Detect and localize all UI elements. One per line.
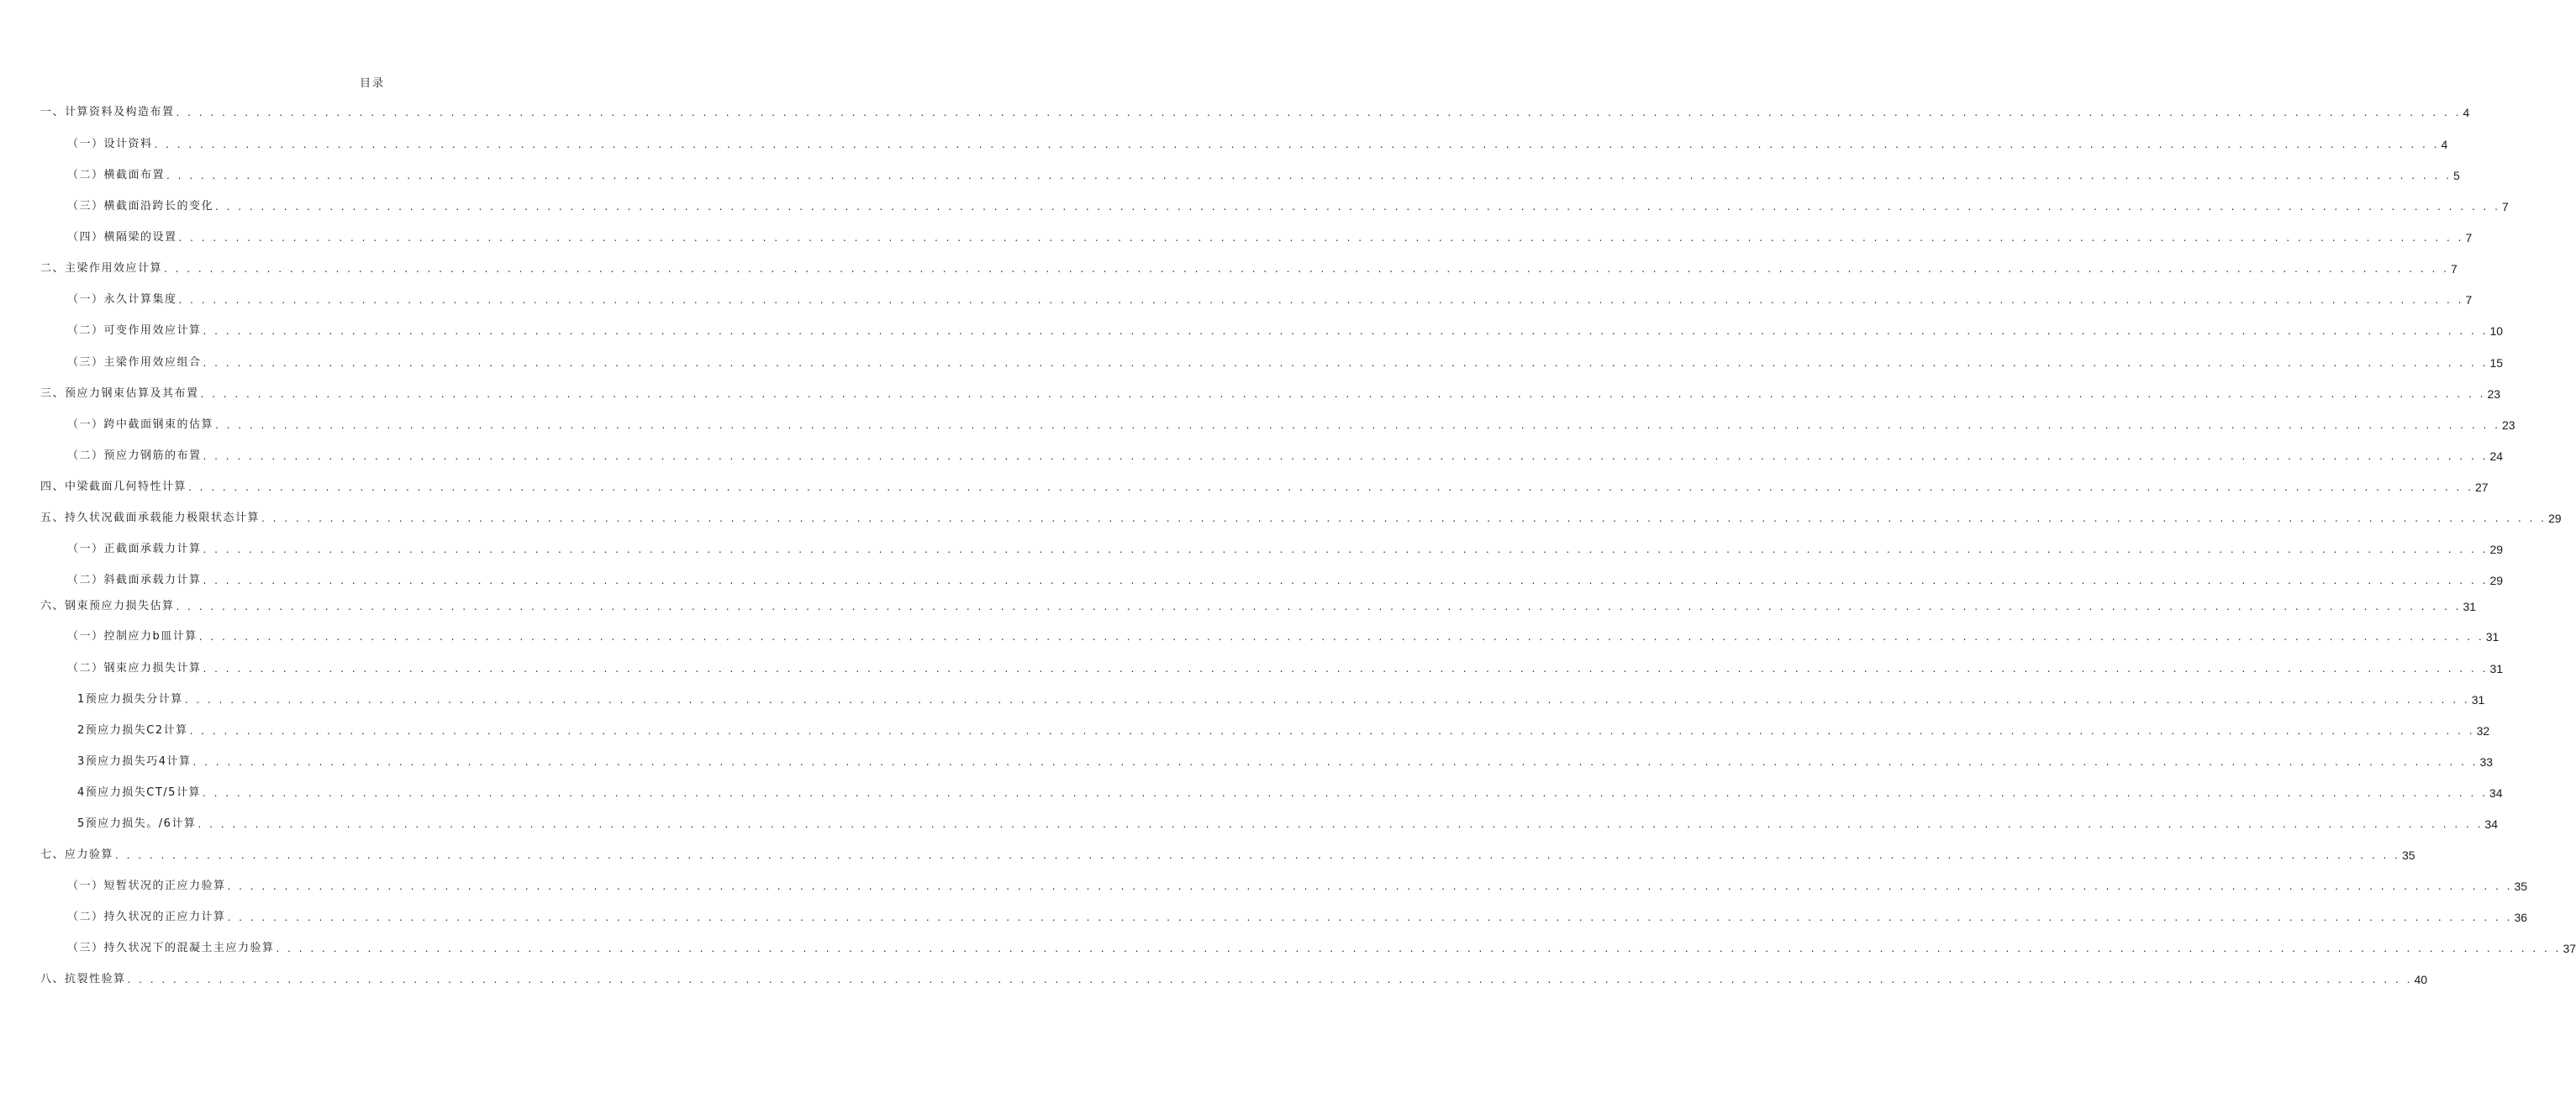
toc-entry[interactable] bbox=[77, 724, 2490, 738]
toc-entry-leader: . . . . . . . . . . . . . . . . . . . . . . . . . . . . . . . . . . . . . . . . . . . . . . . . . . . . . . . . . . . . . . . . . . . . . . . . . . . . . . . . . . . . . . . . . . . . . . . . . . . . . . . . . . . . . . . . . . . . . . . . . . . . . . . . . . . . . . . . . . . . . . . . . . . . . . . . . . . . . . . . . . . . . . . . . . . . . . . . . . . . . . . . . . . . . . . . . . . . . . . . bbox=[227, 880, 2513, 892]
toc-entry-label: 一、计算资料及构造布置 bbox=[40, 106, 175, 118]
toc-entry-page-number: 40 bbox=[2414, 973, 2428, 986]
toc-entry-page-number: 23 bbox=[2487, 387, 2501, 401]
toc-entry-leader: . . . . . . . . . . . . . . . . . . . . . . . . . . . . . . . . . . . . . . . . . . . . . . . . . . . . . . . . . . . . . . . . . . . . . . . . . . . . . . . . . . . . . . . . . . . . . . . . . . . . . . . . . . . . . . . . . . . . . . . . . . . . . . . . . . . . . . . . . . . . . . . . . . . . . . . . . . . . . . . . . . . . . . . . . . . . . . . . . . . . . . . . . . . . . . . . . . . . . . . . bbox=[200, 388, 2486, 400]
toc-entry-leader: . . . . . . . . . . . . . . . . . . . . . . . . . . . . . . . . . . . . . . . . . . . . . . . . . . . . . . . . . . . . . . . . . . . . . . . . . . . . . . . . . . . . . . . . . . . . . . . . . . . . . . . . . . . . . . . . . . . . . . . . . . . . . . . . . . . . . . . . . . . . . . . . . . . . . . . . . . . . . . . . . . . . . . . . . . . . . . . . . . . . . . . . . . . . . . . . . . . . . . . . bbox=[178, 294, 2464, 306]
toc-entry-leader: . . . . . . . . . . . . . . . . . . . . . . . . . . . . . . . . . . . . . . . . . . . . . . . . . . . . . . . . . . . . . . . . . . . . . . . . . . . . . . . . . . . . . . . . . . . . . . . . . . . . . . . . . . . . . . . . . . . . . . . . . . . . . . . . . . . . . . . . . . . . . . . . . . . . . . . . . . . . . . . . . . . . . . . . . . . . . . . . . . . . . . . . . . . . . . . . . . . . . . . . bbox=[276, 943, 2562, 954]
toc-entry-leader: . . . . . . . . . . . . . . . . . . . . . . . . . . . . . . . . . . . . . . . . . . . . . . . . . . . . . . . . . . . . . . . . . . . . . . . . . . . . . . . . . . . . . . . . . . . . . . . . . . . . . . . . . . . . . . . . . . . . . . . . . . . . . . . . . . . . . . . . . . . . . . . . . . . . . . . . . . . . . . . . . . . . . . . . . . . . . . . . . . . . . . . . . . . . . . . . . . . . . . . . bbox=[198, 818, 2484, 830]
toc-entry-leader: . . . . . . . . . . . . . . . . . . . . . . . . . . . . . . . . . . . . . . . . . . . . . . . . . . . . . . . . . . . . . . . . . . . . . . . . . . . . . . . . . . . . . . . . . . . . . . . . . . . . . . . . . . . . . . . . . . . . . . . . . . . . . . . . . . . . . . . . . . . . . . . . . . . . . . . . . . . . . . . . . . . . . . . . . . . . . . . . . . . . . . . . . . . . . . . . . . . . . . . . bbox=[115, 849, 2400, 861]
toc-title: 目录 bbox=[359, 77, 385, 90]
toc-entry-label: （二）可变作用效应计算 bbox=[67, 324, 202, 337]
toc-entry-leader: . . . . . . . . . . . . . . . . . . . . . . . . . . . . . . . . . . . . . . . . . . . . . . . . . . . . . . . . . . . . . . . . . . . . . . . . . . . . . . . . . . . . . . . . . . . . . . . . . . . . . . . . . . . . . . . . . . . . . . . . . . . . . . . . . . . . . . . . . . . . . . . . . . . . . . . . . . . . . . . . . . . . . . . . . . . . . . . . . . . . . . . . . . . . . . . . . . . . . . . . bbox=[227, 912, 2513, 923]
toc-entry-page-number: 37 bbox=[2563, 942, 2576, 955]
toc-entry-label: （一）短暂状况的正应力验算 bbox=[67, 880, 226, 892]
toc-entry-leader: . . . . . . . . . . . . . . . . . . . . . . . . . . . . . . . . . . . . . . . . . . . . . . . . . . . . . . . . . . . . . . . . . . . . . . . . . . . . . . . . . . . . . . . . . . . . . . . . . . . . . . . . . . . . . . . . . . . . . . . . . . . . . . . . . . . . . . . . . . . . . . . . . . . . . . . . . . . . . . . . . . . . . . . . . . . . . . . . . . . . . . . . . . . . . . . . . . . . . . . . bbox=[154, 139, 2440, 150]
toc-entry-page-number: 36 bbox=[2514, 911, 2528, 924]
toc-entry-label: 1预应力损失分计算 bbox=[77, 693, 183, 706]
toc-entry[interactable] bbox=[67, 942, 2576, 955]
toc-entry-page-number: 29 bbox=[2547, 512, 2562, 525]
toc-entry-leader: . . . . . . . . . . . . . . . . . . . . . . . . . . . . . . . . . . . . . . . . . . . . . . . . . . . . . . . . . . . . . . . . . . . . . . . . . . . . . . . . . . . . . . . . . . . . . . . . . . . . . . . . . . . . . . . . . . . . . . . . . . . . . . . . . . . . . . . . . . . . . . . . . . . . . . . . . . . . . . . . . . . . . . . . . . . . . . . . . . . . . . . . . . . . . . . . . . . . . . . . bbox=[203, 325, 2489, 337]
toc-entry-label: 二、主梁作用效应计算 bbox=[40, 262, 163, 275]
toc-entry-label: （一）永久计算集度 bbox=[67, 293, 177, 306]
toc-entry-label: （二）持久状况的正应力计算 bbox=[67, 911, 226, 923]
toc-entry-label: （四）横隔梁的设置 bbox=[67, 231, 177, 244]
toc-entry[interactable] bbox=[67, 880, 2528, 893]
toc-entry-label: （三）主梁作用效应组合 bbox=[67, 356, 202, 369]
toc-entry[interactable] bbox=[67, 293, 2473, 307]
toc-entry[interactable] bbox=[67, 574, 2504, 587]
toc-entry-page-number: 27 bbox=[2474, 481, 2489, 494]
toc-entry[interactable] bbox=[67, 138, 2448, 151]
toc-entry[interactable] bbox=[67, 200, 2509, 213]
toc-entry-leader: . . . . . . . . . . . . . . . . . . . . . . . . . . . . . . . . . . . . . . . . . . . . . . . . . . . . . . . . . . . . . . . . . . . . . . . . . . . . . . . . . . . . . . . . . . . . . . . . . . . . . . . . . . . . . . . . . . . . . . . . . . . . . . . . . . . . . . . . . . . . . . . . . . . . . . . . . . . . . . . . . . . . . . . . . . . . . . . . . . . . . . . . . . . . . . . . . . . . . . . . bbox=[215, 201, 2500, 213]
toc-entry-label: 八、抗裂性验算 bbox=[40, 973, 126, 985]
toc-entry-label: 七、应力验算 bbox=[40, 849, 114, 861]
toc-entry[interactable] bbox=[40, 600, 2477, 613]
toc-entry-label: （一）跨中截面钢束的估算 bbox=[67, 418, 214, 431]
toc-entry-page-number: 7 bbox=[2501, 200, 2509, 213]
toc-entry-leader: . . . . . . . . . . . . . . . . . . . . . . . . . . . . . . . . . . . . . . . . . . . . . . . . . . . . . . . . . . . . . . . . . . . . . . . . . . . . . . . . . . . . . . . . . . . . . . . . . . . . . . . . . . . . . . . . . . . . . . . . . . . . . . . . . . . . . . . . . . . . . . . . . . . . . . . . . . . . . . . . . . . . . . . . . . . . . . . . . . . . . . . . . . . . . . . . . . . . . . . . bbox=[176, 601, 2462, 612]
toc-entry-page-number: 7 bbox=[2450, 262, 2457, 276]
toc-entry[interactable] bbox=[40, 849, 2415, 862]
toc-entry[interactable] bbox=[67, 356, 2504, 370]
toc-entry-leader: . . . . . . . . . . . . . . . . . . . . . . . . . . . . . . . . . . . . . . . . . . . . . . . . . . . . . . . . . . . . . . . . . . . . . . . . . . . . . . . . . . . . . . . . . . . . . . . . . . . . . . . . . . . . . . . . . . . . . . . . . . . . . . . . . . . . . . . . . . . . . . . . . . . . . . . . . . . . . . . . . . . . . . . . . . . . . . . . . . . . . . . . . . . . . . . . . . . . . . . . bbox=[164, 263, 2449, 275]
toc-entry[interactable] bbox=[40, 262, 2457, 276]
toc-entry-leader: . . . . . . . . . . . . . . . . . . . . . . . . . . . . . . . . . . . . . . . . . . . . . . . . . . . . . . . . . . . . . . . . . . . . . . . . . . . . . . . . . . . . . . . . . . . . . . . . . . . . . . . . . . . . . . . . . . . . . . . . . . . . . . . . . . . . . . . . . . . . . . . . . . . . . . . . . . . . . . . . . . . . . . . . . . . . . . . . . . . . . . . . . . . . . . . . . . . . . . . . bbox=[203, 450, 2489, 462]
toc-entry-leader: . . . . . . . . . . . . . . . . . . . . . . . . . . . . . . . . . . . . . . . . . . . . . . . . . . . . . . . . . . . . . . . . . . . . . . . . . . . . . . . . . . . . . . . . . . . . . . . . . . . . . . . . . . . . . . . . . . . . . . . . . . . . . . . . . . . . . . . . . . . . . . . . . . . . . . . . . . . . . . . . . . . . . . . . . . . . . . . . . . . . . . . . . . . . . . . . . . . . . . . . bbox=[203, 575, 2489, 586]
toc-entry-leader: . . . . . . . . . . . . . . . . . . . . . . . . . . . . . . . . . . . . . . . . . . . . . . . . . . . . . . . . . . . . . . . . . . . . . . . . . . . . . . . . . . . . . . . . . . . . . . . . . . . . . . . . . . . . . . . . . . . . . . . . . . . . . . . . . . . . . . . . . . . . . . . . . . . . . . . . . . . . . . . . . . . . . . . . . . . . . . . . . . . . . . . . . . . . . . . . . . . . . . . . bbox=[215, 419, 2500, 431]
toc-entry-page-number: 31 bbox=[2463, 600, 2477, 613]
toc-entry-leader: . . . . . . . . . . . . . . . . . . . . . . . . . . . . . . . . . . . . . . . . . . . . . . . . . . . . . . . . . . . . . . . . . . . . . . . . . . . . . . . . . . . . . . . . . . . . . . . . . . . . . . . . . . . . . . . . . . . . . . . . . . . . . . . . . . . . . . . . . . . . . . . . . . . . . . . . . . . . . . . . . . . . . . . . . . . . . . . . . . . . . . . . . . . . . . . . . . . . . . . . bbox=[261, 512, 2547, 524]
toc-entry-leader: . . . . . . . . . . . . . . . . . . . . . . . . . . . . . . . . . . . . . . . . . . . . . . . . . . . . . . . . . . . . . . . . . . . . . . . . . . . . . . . . . . . . . . . . . . . . . . . . . . . . . . . . . . . . . . . . . . . . . . . . . . . . . . . . . . . . . . . . . . . . . . . . . . . . . . . . . . . . . . . . . . . . . . . . . . . . . . . . . . . . . . . . . . . . . . . . . . . . . . . . bbox=[166, 170, 2452, 181]
toc-entry-label: 三、预应力钢束估算及其布置 bbox=[40, 387, 199, 400]
toc-entry-page-number: 29 bbox=[2489, 574, 2504, 587]
toc-entry-label: （二）横截面布置 bbox=[67, 169, 166, 181]
toc-entry-label: （一）正截面承载力计算 bbox=[67, 543, 202, 555]
toc-entry-label: 5预应力损失。/6计算 bbox=[77, 817, 197, 830]
toc-entry-label: （二）预应力钢筋的布置 bbox=[67, 449, 202, 462]
toc-entry-page-number: 7 bbox=[2465, 293, 2473, 307]
toc-entry-leader: . . . . . . . . . . . . . . . . . . . . . . . . . . . . . . . . . . . . . . . . . . . . . . . . . . . . . . . . . . . . . . . . . . . . . . . . . . . . . . . . . . . . . . . . . . . . . . . . . . . . . . . . . . . . . . . . . . . . . . . . . . . . . . . . . . . . . . . . . . . . . . . . . . . . . . . . . . . . . . . . . . . . . . . . . . . . . . . . . . . . . . . . . . . . . . . . . . . . . . . . bbox=[198, 631, 2484, 643]
toc-entry-page-number: 31 bbox=[2471, 693, 2485, 707]
toc-entry-label: 2预应力损失C2计算 bbox=[77, 724, 188, 737]
toc-entry-leader: . . . . . . . . . . . . . . . . . . . . . . . . . . . . . . . . . . . . . . . . . . . . . . . . . . . . . . . . . . . . . . . . . . . . . . . . . . . . . . . . . . . . . . . . . . . . . . . . . . . . . . . . . . . . . . . . . . . . . . . . . . . . . . . . . . . . . . . . . . . . . . . . . . . . . . . . . . . . . . . . . . . . . . . . . . . . . . . . . . . . . . . . . . . . . . . . . . . . . . . . bbox=[189, 725, 2475, 737]
toc-entry-page-number: 4 bbox=[2463, 106, 2470, 119]
toc-entry[interactable] bbox=[67, 662, 2504, 675]
toc-entry-leader: . . . . . . . . . . . . . . . . . . . . . . . . . . . . . . . . . . . . . . . . . . . . . . . . . . . . . . . . . . . . . . . . . . . . . . . . . . . . . . . . . . . . . . . . . . . . . . . . . . . . . . . . . . . . . . . . . . . . . . . . . . . . . . . . . . . . . . . . . . . . . . . . . . . . . . . . . . . . . . . . . . . . . . . . . . . . . . . . . . . . . . . . . . . . . . . . . . . . . . . . bbox=[176, 107, 2462, 118]
toc-entry[interactable] bbox=[67, 231, 2473, 244]
toc-entry-leader: . . . . . . . . . . . . . . . . . . . . . . . . . . . . . . . . . . . . . . . . . . . . . . . . . . . . . . . . . . . . . . . . . . . . . . . . . . . . . . . . . . . . . . . . . . . . . . . . . . . . . . . . . . . . . . . . . . . . . . . . . . . . . . . . . . . . . . . . . . . . . . . . . . . . . . . . . . . . . . . . . . . . . . . . . . . . . . . . . . . . . . . . . . . . . . . . . . . . . . . . bbox=[203, 663, 2489, 675]
toc-entry[interactable] bbox=[67, 324, 2504, 338]
toc-entry-page-number: 5 bbox=[2452, 169, 2460, 182]
toc-entry-label: 六、钢束预应力损失估算 bbox=[40, 600, 175, 612]
toc-entry[interactable] bbox=[77, 786, 2503, 800]
toc-entry[interactable] bbox=[40, 512, 2562, 525]
toc-entry[interactable] bbox=[40, 973, 2428, 986]
toc-entry[interactable] bbox=[40, 106, 2470, 119]
toc-entry[interactable] bbox=[67, 911, 2528, 924]
toc-entry[interactable] bbox=[77, 755, 2494, 769]
toc-entry-leader: . . . . . . . . . . . . . . . . . . . . . . . . . . . . . . . . . . . . . . . . . . . . . . . . . . . . . . . . . . . . . . . . . . . . . . . . . . . . . . . . . . . . . . . . . . . . . . . . . . . . . . . . . . . . . . . . . . . . . . . . . . . . . . . . . . . . . . . . . . . . . . . . . . . . . . . . . . . . . . . . . . . . . . . . . . . . . . . . . . . . . . . . . . . . . . . . . . . . . . . . bbox=[178, 232, 2464, 244]
toc-entry-page-number: 23 bbox=[2501, 418, 2515, 432]
toc-entry[interactable] bbox=[67, 449, 2504, 463]
toc-entry-leader: . . . . . . . . . . . . . . . . . . . . . . . . . . . . . . . . . . . . . . . . . . . . . . . . . . . . . . . . . . . . . . . . . . . . . . . . . . . . . . . . . . . . . . . . . . . . . . . . . . . . . . . . . . . . . . . . . . . . . . . . . . . . . . . . . . . . . . . . . . . . . . . . . . . . . . . . . . . . . . . . . . . . . . . . . . . . . . . . . . . . . . . . . . . . . . . . . . . . . . . . bbox=[188, 481, 2473, 493]
toc-entry-page-number: 31 bbox=[2485, 630, 2500, 644]
toc-entry-page-number: 24 bbox=[2489, 449, 2504, 463]
toc-entry-page-number: 4 bbox=[2441, 138, 2448, 151]
toc-entry-label: 四、中梁截面几何特性计算 bbox=[40, 481, 187, 493]
toc-entry-label: （二）斜截面承载力计算 bbox=[67, 574, 202, 586]
toc-entry-leader: . . . . . . . . . . . . . . . . . . . . . . . . . . . . . . . . . . . . . . . . . . . . . . . . . . . . . . . . . . . . . . . . . . . . . . . . . . . . . . . . . . . . . . . . . . . . . . . . . . . . . . . . . . . . . . . . . . . . . . . . . . . . . . . . . . . . . . . . . . . . . . . . . . . . . . . . . . . . . . . . . . . . . . . . . . . . . . . . . . . . . . . . . . . . . . . . . . . . . . . . bbox=[127, 974, 2413, 985]
toc-entry-label: （三）横截面沿跨长的变化 bbox=[67, 200, 214, 213]
toc-entry-page-number: 29 bbox=[2489, 543, 2504, 556]
toc-entry-leader: . . . . . . . . . . . . . . . . . . . . . . . . . . . . . . . . . . . . . . . . . . . . . . . . . . . . . . . . . . . . . . . . . . . . . . . . . . . . . . . . . . . . . . . . . . . . . . . . . . . . . . . . . . . . . . . . . . . . . . . . . . . . . . . . . . . . . . . . . . . . . . . . . . . . . . . . . . . . . . . . . . . . . . . . . . . . . . . . . . . . . . . . . . . . . . . . . . . . . . . . bbox=[202, 787, 2488, 799]
toc-entry-leader: . . . . . . . . . . . . . . . . . . . . . . . . . . . . . . . . . . . . . . . . . . . . . . . . . . . . . . . . . . . . . . . . . . . . . . . . . . . . . . . . . . . . . . . . . . . . . . . . . . . . . . . . . . . . . . . . . . . . . . . . . . . . . . . . . . . . . . . . . . . . . . . . . . . . . . . . . . . . . . . . . . . . . . . . . . . . . . . . . . . . . . . . . . . . . . . . . . . . . . . . bbox=[203, 544, 2489, 555]
toc-entry-page-number: 35 bbox=[2514, 880, 2528, 893]
toc-entry-page-number: 35 bbox=[2401, 849, 2415, 862]
toc-entry-leader: . . . . . . . . . . . . . . . . . . . . . . . . . . . . . . . . . . . . . . . . . . . . . . . . . . . . . . . . . . . . . . . . . . . . . . . . . . . . . . . . . . . . . . . . . . . . . . . . . . . . . . . . . . . . . . . . . . . . . . . . . . . . . . . . . . . . . . . . . . . . . . . . . . . . . . . . . . . . . . . . . . . . . . . . . . . . . . . . . . . . . . . . . . . . . . . . . . . . . . . . bbox=[203, 357, 2489, 369]
toc-entry[interactable] bbox=[40, 387, 2501, 401]
toc-entry[interactable] bbox=[67, 169, 2460, 182]
toc-entry-page-number: 34 bbox=[2489, 786, 2503, 800]
toc-entry-label: （二）钢束应力损失计算 bbox=[67, 662, 202, 675]
toc-entry-page-number: 10 bbox=[2489, 324, 2504, 338]
toc-entry-label: 3预应力损失巧4计算 bbox=[77, 755, 192, 768]
toc-entry-label: 五、持久状况截面承载能力极限状态计算 bbox=[40, 512, 261, 524]
toc-entry-page-number: 31 bbox=[2489, 662, 2504, 675]
toc-entry-page-number: 33 bbox=[2479, 755, 2494, 769]
toc-entry[interactable] bbox=[77, 817, 2498, 831]
toc-entry-label: （一）控制应力b皿计算 bbox=[67, 630, 198, 643]
toc-entry[interactable] bbox=[67, 418, 2515, 432]
toc-entry-leader: . . . . . . . . . . . . . . . . . . . . . . . . . . . . . . . . . . . . . . . . . . . . . . . . . . . . . . . . . . . . . . . . . . . . . . . . . . . . . . . . . . . . . . . . . . . . . . . . . . . . . . . . . . . . . . . . . . . . . . . . . . . . . . . . . . . . . . . . . . . . . . . . . . . . . . . . . . . . . . . . . . . . . . . . . . . . . . . . . . . . . . . . . . . . . . . . . . . . . . . . bbox=[192, 756, 2479, 768]
toc-entry-leader: . . . . . . . . . . . . . . . . . . . . . . . . . . . . . . . . . . . . . . . . . . . . . . . . . . . . . . . . . . . . . . . . . . . . . . . . . . . . . . . . . . . . . . . . . . . . . . . . . . . . . . . . . . . . . . . . . . . . . . . . . . . . . . . . . . . . . . . . . . . . . . . . . . . . . . . . . . . . . . . . . . . . . . . . . . . . . . . . . . . . . . . . . . . . . . . . . . . . . . . . bbox=[184, 694, 2470, 706]
toc-entry-page-number: 34 bbox=[2484, 817, 2498, 831]
toc-entry-label: （三）持久状况下的混凝土主应力验算 bbox=[67, 942, 275, 954]
toc-entry-label: （一）设计资料 bbox=[67, 138, 153, 150]
toc-entry[interactable] bbox=[67, 543, 2504, 556]
toc-entry[interactable] bbox=[77, 693, 2485, 707]
toc-entry[interactable] bbox=[40, 481, 2489, 494]
toc-entry-label: 4预应力损失CT/5计算 bbox=[77, 786, 201, 799]
toc-entry-page-number: 32 bbox=[2476, 724, 2490, 738]
toc-entry[interactable] bbox=[67, 630, 2500, 644]
toc-entry-page-number: 15 bbox=[2489, 356, 2504, 370]
toc-entry-page-number: 7 bbox=[2465, 231, 2473, 244]
